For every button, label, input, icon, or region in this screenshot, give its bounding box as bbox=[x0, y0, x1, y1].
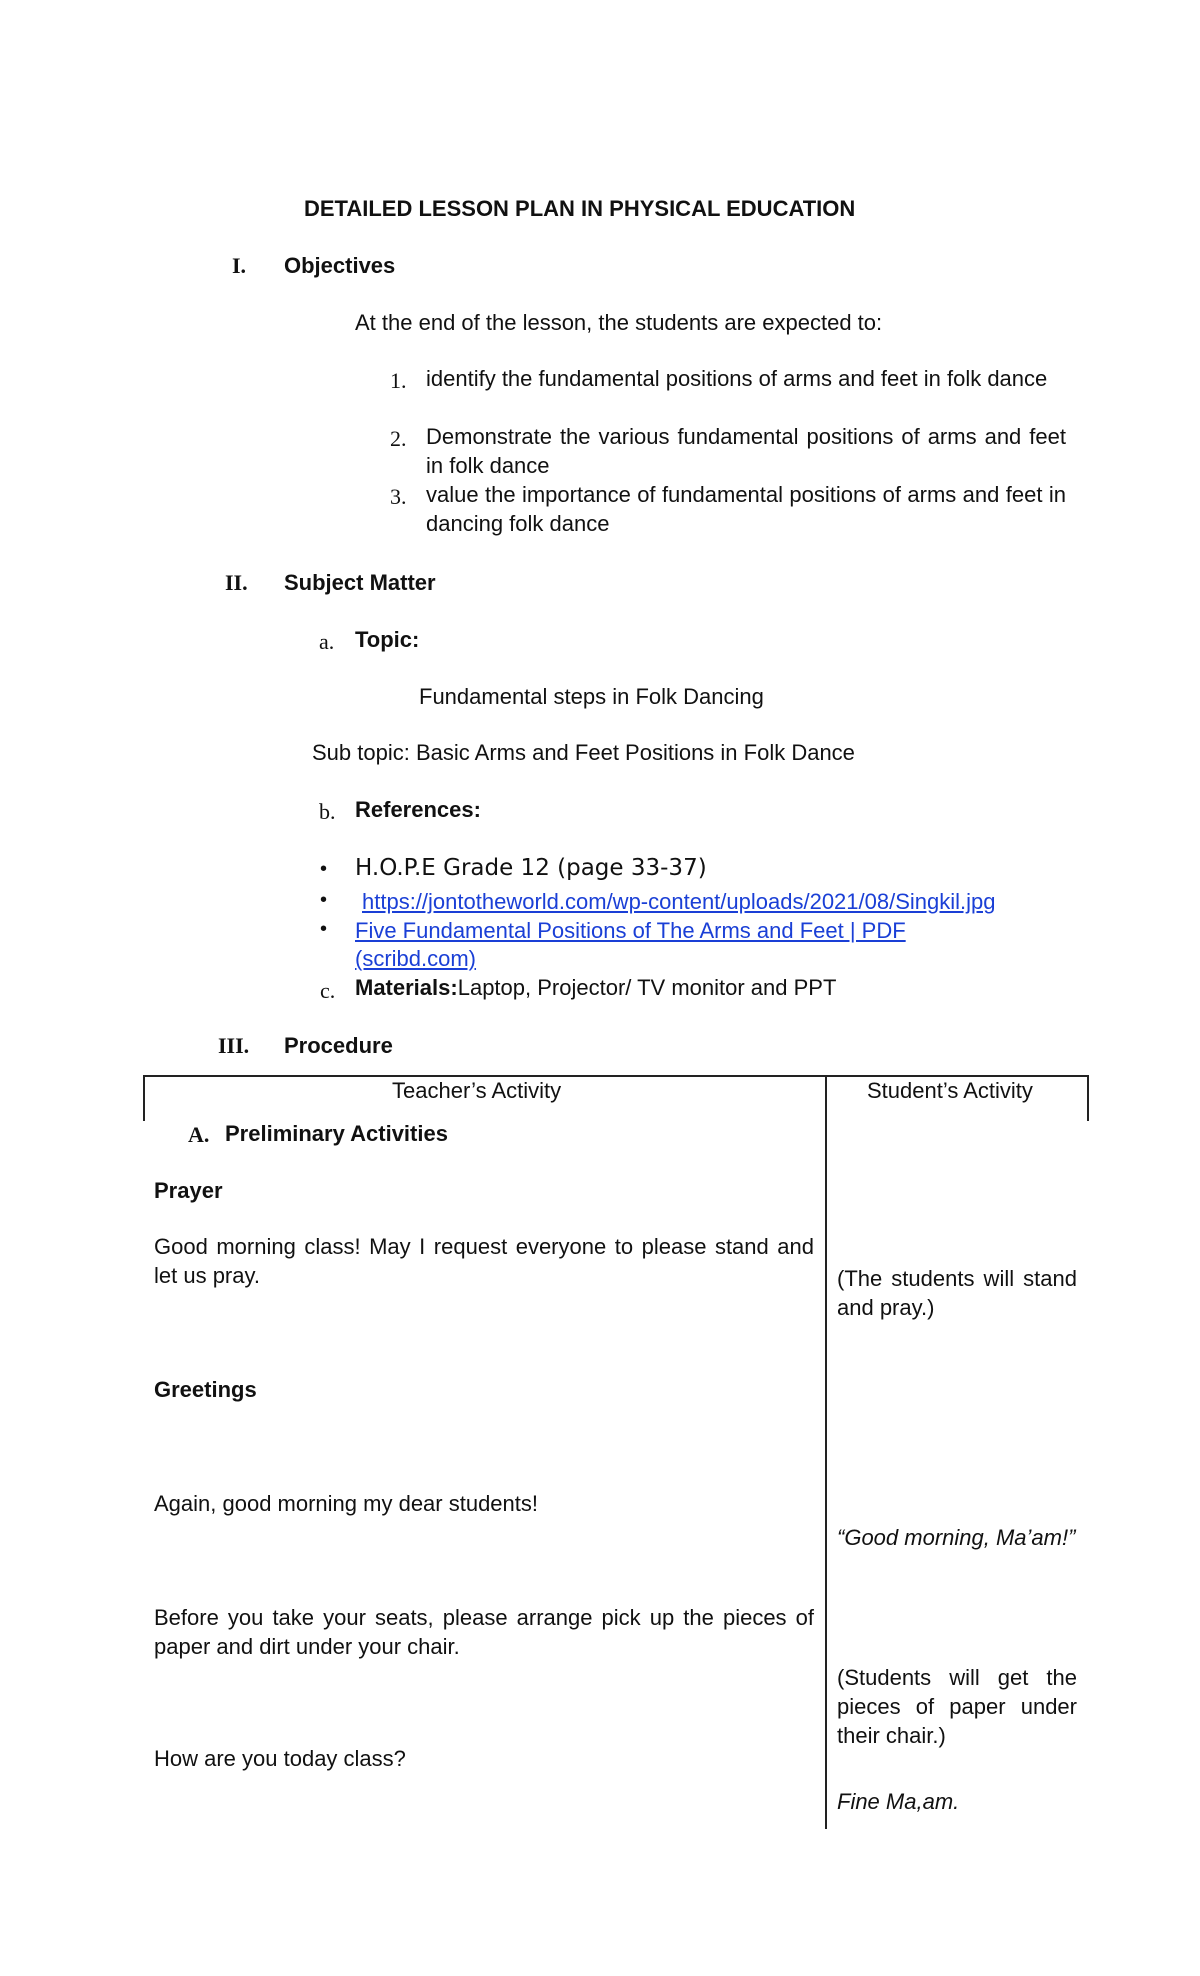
prayer-heading: Prayer bbox=[154, 1178, 223, 1203]
section-numeral-objectives: I. bbox=[232, 253, 247, 278]
subtopic: Sub topic: Basic Arms and Feet Positions in Folk Dance bbox=[312, 740, 855, 765]
objective-item: value the importance of fundamental positions of arms and feet in dancing folk dance bbox=[426, 482, 1066, 536]
reference-link-singkil[interactable]: https://jontotheworld.com/wp-content/uploads/2021/08/Singkil.jpg bbox=[362, 889, 996, 914]
references-label: References: bbox=[355, 797, 481, 822]
reference-link-scribd-domain[interactable]: (scribd.com) bbox=[355, 946, 477, 971]
bullet-icon: • bbox=[320, 889, 328, 911]
bullet-icon: • bbox=[320, 858, 328, 880]
how-student-text: Fine Ma,am. bbox=[837, 1789, 960, 1814]
references-letter: b. bbox=[319, 799, 336, 824]
greet-teacher-text: Again, good morning my dear students! bbox=[154, 1491, 539, 1516]
section-heading-subject-matter: Subject Matter bbox=[284, 570, 436, 595]
objective-item: identify the fundamental positions of arms and feet in folk dance bbox=[426, 366, 1048, 391]
table-top-border bbox=[143, 1075, 1088, 1077]
bullet-icon: • bbox=[320, 918, 328, 940]
prayer-teacher-text: Good morning class! May I request everyone to please stand and let us pray. bbox=[154, 1234, 814, 1288]
materials-label: Materials: bbox=[355, 975, 458, 1000]
reference-link-scribd[interactable]: Five Fundamental Positions of The Arms and Feet | PDF bbox=[355, 918, 906, 943]
column-header-student: Student’s Activity bbox=[867, 1078, 1033, 1103]
greetings-heading: Greetings bbox=[154, 1377, 257, 1402]
topic-letter: a. bbox=[319, 629, 335, 654]
column-header-teacher: Teacher’s Activity bbox=[392, 1078, 562, 1103]
section-numeral-subject-matter: II. bbox=[225, 570, 248, 595]
page-title: DETAILED LESSON PLAN IN PHYSICAL EDUCATION bbox=[304, 196, 856, 221]
arrange-student-text: (Students will get the pieces of paper under their chair.) bbox=[837, 1665, 1077, 1748]
materials bbox=[355, 975, 836, 1001]
table-left-border bbox=[143, 1075, 145, 1121]
prayer-student-text: (The students will stand and pray.) bbox=[837, 1266, 1077, 1320]
arrange-teacher-text: Before you take your seats, please arrange pick up the pieces of paper and dirt under your chair. bbox=[154, 1605, 814, 1659]
table-column-divider bbox=[825, 1075, 827, 1829]
topic-label: Topic: bbox=[355, 627, 420, 652]
section-numeral-procedure: III. bbox=[218, 1033, 250, 1058]
greet-student-text: “Good morning, Ma’am!” bbox=[837, 1525, 1076, 1550]
reference-item: H.O.P.E Grade 12 (page 33-37) bbox=[355, 855, 707, 881]
section-heading-procedure: Procedure bbox=[284, 1033, 393, 1058]
materials-letter: c. bbox=[320, 978, 336, 1003]
objective-number: 1. bbox=[390, 368, 407, 393]
section-heading-objectives: Objectives bbox=[284, 253, 396, 278]
how-teacher-text: How are you today class? bbox=[154, 1746, 406, 1771]
objective-number: 3. bbox=[390, 484, 407, 509]
objective-number: 2. bbox=[390, 426, 407, 451]
table-right-border bbox=[1087, 1075, 1089, 1121]
objectives-intro: At the end of the lesson, the students are expected to: bbox=[355, 310, 883, 335]
subheading-preliminary: Preliminary Activities bbox=[225, 1121, 448, 1146]
objective-item: Demonstrate the various fundamental positions of arms and feet in folk dance bbox=[426, 424, 1066, 478]
subheading-letter: A. bbox=[188, 1122, 210, 1147]
materials-value: Laptop, Projector/ TV monitor and PPT bbox=[457, 975, 837, 1000]
topic-value: Fundamental steps in Folk Dancing bbox=[419, 684, 764, 709]
